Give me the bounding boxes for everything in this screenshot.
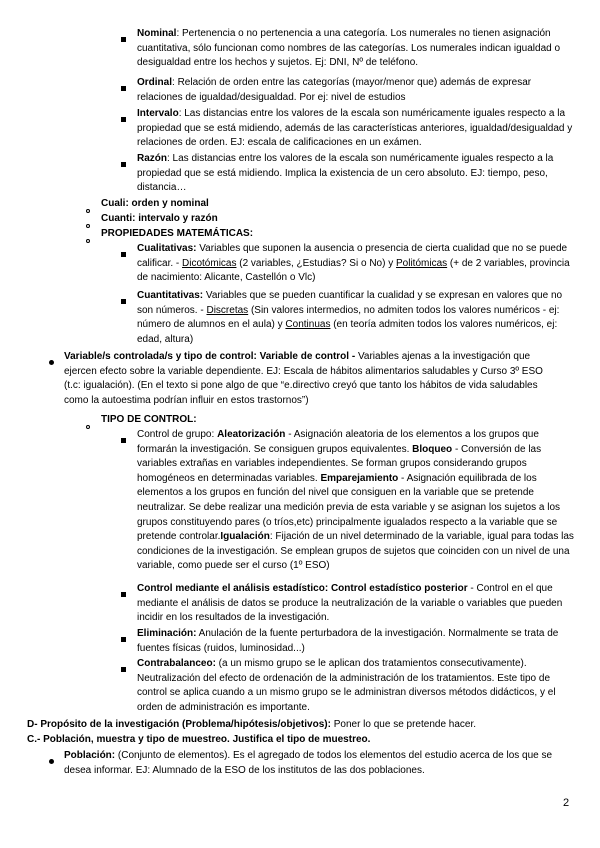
circle-bullet-icon bbox=[86, 234, 90, 249]
item-cuantitativas: Cuantitativas: Variables que se pueden cuantificar la cualidad y se expresan en valores que no son números. - Discretas (Sin valores intermedios, no admiten todos los valores numéricos - ej: número de alumnos en el aula) y Continuas (en teoría admiten todos los valores numéricos, ej: edad, altura) bbox=[137, 290, 563, 345]
square-bullet-icon bbox=[121, 158, 126, 173]
square-bullet-icon bbox=[121, 33, 126, 48]
item-razon: Razón: Las distancias entre los valores de la escala son numéricamente iguales respecto a la propiedad que se está midiendo. Implica la existencia de un cero absoluto. EJ: tiempo, peso, distancia… bbox=[137, 153, 554, 194]
item-intervalo: Intervalo: Las distancias entre los valores de la escala son numéricamente iguales respecto a la propiedad que se está midiendo, además de las características anteriores, igualdad/desigualdad y relaciones de orden. EJ: escala de calificaciones en un exámen. bbox=[137, 108, 573, 149]
circle-bullet-icon bbox=[86, 204, 90, 219]
round-bullet-icon bbox=[49, 356, 54, 371]
item-proposito: D- Propósito de la investigación (Problema/hipótesis/objetivos): Poner lo que se pretende hacer. bbox=[27, 719, 477, 730]
item-control-grupo: Control de grupo: Aleatorización - Asignación aleatoria de los elementos a los grupos que formarán la investigación. Se consiguen grupos equivalentes. Bloqueo - Conversión de las variables extrañas en variables independientes. Se forman grupos considerando grupos homogéneos en determinadas variables. Emparejamiento - Asignación equilibrada de los elementos a los grupos en función del nivel que consiguen en la variable que se pretende neutralizar. Se debe realizar una medición previa de esta variable y se asignan los sujetos a los grupos constituyendo pares (o tríos,etc) principalmente igualados respecto a la variable que se pretende controlar.Igualación: Fijación de un nivel determinado de la variable, igual para todas las condiciones de la investigación. Se emplean grupos de sujetos que coinciden con un nivel de una variable, como puede ser el curso (1º ESO) bbox=[137, 429, 574, 572]
item-propiedades: PROPIEDADES MATEMÁTICAS: bbox=[101, 228, 254, 239]
circle-bullet-icon bbox=[86, 420, 90, 435]
square-bullet-icon bbox=[121, 663, 126, 678]
item-contrabalanceo: Contrabalanceo: (a un mismo grupo se le aplican dos tratamientos consecutivamente). Neutralización del efecto de ordenación de la administración de los tratamientos. Este tipo de control se aplica cuando a un mismo grupo se le administran diversos métodos didácticos, y el orden de administración es importante. bbox=[137, 658, 556, 713]
square-bullet-icon bbox=[121, 434, 126, 449]
square-bullet-icon bbox=[121, 588, 126, 603]
square-bullet-icon bbox=[121, 295, 126, 310]
square-bullet-icon bbox=[121, 113, 126, 128]
item-poblacion: Población: (Conjunto de elementos). Es el agregado de todos los elementos del estudio acerca de los que se desea informar. EJ: Alumnado de la ESO de los institutos de las dos poblaciones. bbox=[64, 750, 553, 776]
section-heading-poblacion: C.- Población, muestra y tipo de muestreo. Justifica el tipo de muestreo. bbox=[27, 734, 371, 745]
square-bullet-icon bbox=[121, 248, 126, 263]
item-variable-control: Variable/s controlada/s y tipo de control: Variable de control - Variables ajenas a la investigación que ejercen efecto sobre la variable dependiente. EJ: Escala de hábitos alimentarios saludables y Curso 3º ESO (t.c: igualación). (En el texto si pone algo de que “e.directivo creyó que tanto los hábitos de vida saludables como la autoestima podrían influir en estos trastornos”) bbox=[64, 351, 543, 406]
item-cuali: Cuali: orden y nominal bbox=[101, 198, 209, 209]
item-nominal: Nominal: Pertenencia o no pertenencia a una categoría. Los numerales no tienen asignación cuantitativa, sólo funcionan como nombres de las categorías. Los numerales indican igualdad o desigualdad entre los hechos y sujetos. Ej: DNI, Nº de teléfono. bbox=[137, 28, 561, 69]
item-cualitativas: Cualitativas: Variables que suponen la ausencia o presencia de cierta cualidad que no se puede calificar. - Dicotómicas (2 variables, ¿Estudias? Si o No) y Politómicas (+ de 2 variables, provincia de nacimiento: Alicante, Castellón o Vlc) bbox=[137, 243, 570, 284]
item-control-estadistico: Control mediante el análisis estadístico: Control estadístico posterior - Control en el que mediante el análisis de datos se produce la neutralización de la variable o variables que pueden incidir en los resultados de la investigación. bbox=[137, 583, 563, 624]
item-cuanti: Cuanti: intervalo y razón bbox=[101, 213, 218, 224]
page-number: 2 bbox=[563, 797, 570, 809]
item-tipo-control: TIPO DE CONTROL: bbox=[101, 414, 197, 425]
square-bullet-icon bbox=[121, 633, 126, 648]
square-bullet-icon bbox=[121, 82, 126, 97]
circle-bullet-icon bbox=[86, 219, 90, 234]
item-ordinal: Ordinal: Relación de orden entre las categorías (mayor/menor que) además de expresar relaciones de igualdad/desigualdad. Por ej: nivel de estudios bbox=[137, 77, 532, 103]
item-eliminacion: Eliminación: Anulación de la fuente perturbadora de la investigación. Normalmente se trata de fuentes físicas (ruidos, luminosidad...) bbox=[137, 628, 559, 654]
round-bullet-icon bbox=[49, 755, 54, 770]
